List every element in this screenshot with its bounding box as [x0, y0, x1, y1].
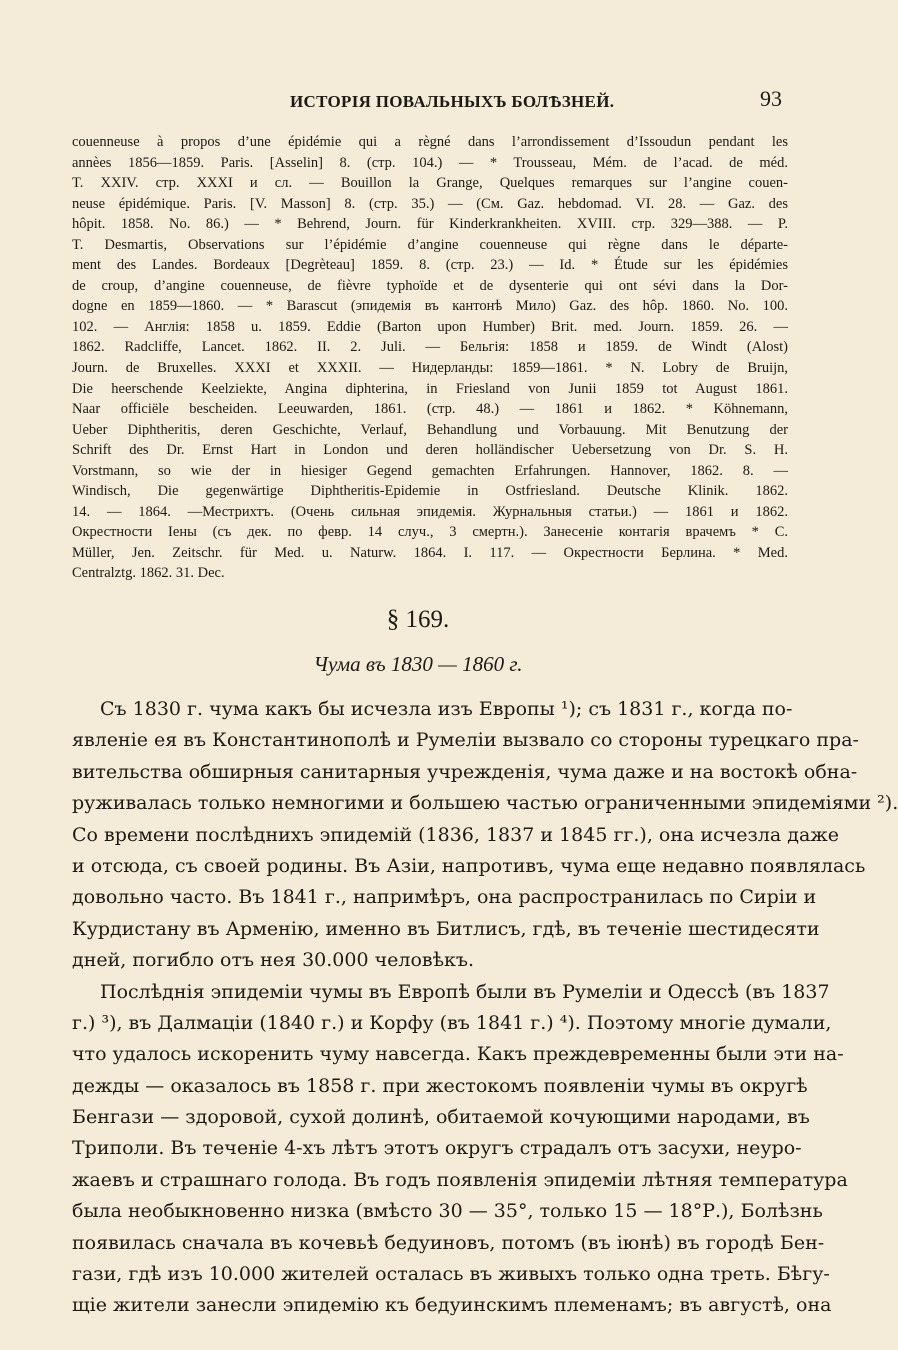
section-number: § 169. [386, 606, 450, 633]
reference-line: Centralztg. 1862. 31. Dec. [72, 565, 225, 582]
paragraph-line: Курдистану въ Арменію, именно въ Битлисъ, гдѣ, въ теченіе шестидесяти [72, 917, 820, 940]
running-head [72, 86, 786, 116]
page-number: 93 [760, 86, 782, 111]
paragraph-line: явленіе ея въ Константинополѣ и Румеліи вызвало со стороны турецкаго пра- [72, 729, 859, 752]
paragraph-line: довольно часто. Въ 1841 г., напримѣръ, она распространилась по Сиріи и [72, 886, 817, 909]
reference-line: Müller, Jen. Zeitschr. für Med. u. Naturw. 1864. I. 117. — Окрестности Берлина. * Med. [72, 544, 788, 561]
paragraph-line: и отсюда, съ своей родины. Въ Азіи, напротивъ, чума еще недавно появлялась [72, 854, 866, 877]
reference-line: couenneuse à propos d’une épidémie qui a règné dans l’arrondissement d’Issoudun pendant les [72, 134, 788, 150]
paragraph-line: жаевъ и страшнаго голода. Въ годъ появленія эпидеміи лѣтняя температура [72, 1168, 848, 1191]
reference-line: 14. — 1864. —Местрихтъ. (Очень сильная эпидемія. Журнальныя статьи.) — 1861 и 1862. [72, 503, 788, 520]
reference-line: hôpit. 1858. No. 86.) — * Behrend, Journ. für Kinderkrankheiten. XVIII. стр. 329—388. — P. [72, 216, 788, 233]
paragraph-line: дней, погибло отъ нея 30.000 человѣкъ. [72, 949, 475, 972]
reference-line: Windisch, Die gegenwärtige Diphtheritis-Epidemie in Ostfriesland. Deutsche Klinik. 1862. [72, 483, 788, 500]
paragraph-line: дежды — оказалось въ 1858 г. при жестокомъ появленіи чумы въ округѣ [72, 1074, 808, 1097]
reference-line: Окрестности Іены (съ дек. по февр. 14 случ., 3 смертн.). Занесеніе контагія врачемъ * C. [72, 524, 788, 541]
paragraph-line: руживалась только немногими и большею частью ограниченными эпидеміями ²). [72, 792, 898, 815]
reference-line: ment des Landes. Bordeaux [Degrèteau] 1859. 8. (стр. 23.) — Id. * Étude sur les épidémies [72, 257, 788, 274]
bibliography-references [72, 132, 788, 584]
reference-line: Naar officiële bescheiden. Leeuwarden, 1861. (стр. 48.) — 1861 и 1862. * Köhnemann, [72, 401, 788, 418]
paragraph-line: Бенгази — здоровой, сухой долинѣ, обитаемой кочующими народами, въ [72, 1106, 810, 1129]
reference-line: T. XXIV. стр. XXXI и сл. — Bouillon la Grange, Quelques remarques sur l’angine couen- [72, 175, 788, 192]
paragraph-line: была необыкновенно низка (вмѣсто 30 — 35°, только 15 — 18°Р.), Болѣзнь [72, 1200, 823, 1223]
running-title: ИСТОРІЯ ПОВАЛЬНЫХЪ БОЛѢЗНЕЙ. [290, 92, 615, 111]
reference-line: 102. — Англія: 1858 u. 1859. Eddie (Barton upon Humber) Brit. med. Journ. 1859. 26. — [72, 318, 788, 335]
paragraph-line: вительства обширныя санитарныя учрежденія, чума даже и на востокѣ обна- [72, 760, 858, 783]
paragraph-line: Триполи. Въ теченіе 4-хъ лѣтъ этотъ округъ страдалъ отъ засухи, неуро- [72, 1137, 802, 1160]
reference-line: dogne en 1859—1860. — * Barascut (эпидемія въ кантонѣ Мило) Gaz. des hôp. 1860. No. 100. [72, 298, 788, 315]
section-title: Чума въ 1830 — 1860 г. [313, 652, 523, 676]
reference-line: annèes 1856—1859. Paris. [Asselin] 8. (стр. 104.) — * Trousseau, Mém. de l’acad. de méd. [72, 154, 788, 171]
paragraph-line: Послѣднія эпидеміи чумы въ Европѣ были въ Румеліи и Одессѣ (въ 1837 [100, 980, 830, 1003]
paragraph-line: что удалось искоренить чуму навсегда. Какъ преждевременны были эти на- [72, 1043, 844, 1066]
reference-line: Vorstmann, so wie der in hiesiger Gegend gemachten Erfahrungen. Hannover, 1862. 8. — [72, 462, 788, 479]
reference-line: 1862. Radcliffe, Lancet. 1862. II. 2. Juli. — Бельгія: 1858 и 1859. de Windt (Alost) [72, 339, 788, 356]
paragraph-line: щіе жители занесли эпидемію къ бедуинскимъ племенамъ; въ августѣ, она [72, 1294, 832, 1317]
reference-line: neuse épidémique. Paris. [V. Masson] 8. (стр. 35.) — (См. Gaz. hebdomad. VI. 28. — Gaz. des [72, 195, 788, 212]
reference-line: de croup, d’angine couenneuse, de fièvre typhoïde et de dysenterie qui ont sévi dans la Dor- [72, 277, 788, 294]
paragraph-line: появилась сначала въ кочевьѣ бедуиновъ, потомъ (въ іюнѣ) въ городѣ Бен- [72, 1231, 825, 1254]
body-text [72, 694, 898, 1322]
reference-line: Journ. de Bruxelles. XXXI et XXXII. — Нидерланды: 1859—1861. * N. Lobry de Bruijn, [72, 360, 788, 377]
reference-line: T. Desmartis, Observations sur l’épidémie d’angine couenneuse qui règne dans le départe- [72, 236, 788, 253]
reference-line: Die heerschende Keelziekte, Angina diphterina, in Friesland von Junii 1859 tot August 1861. [72, 380, 788, 397]
reference-line: Schrift des Dr. Ernst Hart in London und deren holländischer Uebersetzung von Dr. S. H. [72, 442, 788, 459]
paragraph-line: Съ 1830 г. чума какъ бы исчезла изъ Европы ¹); съ 1831 г., когда по- [100, 698, 793, 720]
reference-line: Ueber Diphtheritis, deren Geschichte, Verlauf, Behandlung und Vorbauung. Mit Benutzung der [72, 421, 788, 438]
paragraph-line: гази, гдѣ изъ 10.000 жителей осталась въ живыхъ только одна треть. Бѣгу- [72, 1263, 830, 1286]
paragraph-line: Со времени послѣднихъ эпидемій (1836, 1837 и 1845 гг.), она исчезла даже [72, 823, 840, 846]
paragraph-line: г.) ³), въ Далмаціи (1840 г.) и Корфу (въ 1841 г.) ⁴). Поэтому многіе думали, [72, 1011, 832, 1034]
